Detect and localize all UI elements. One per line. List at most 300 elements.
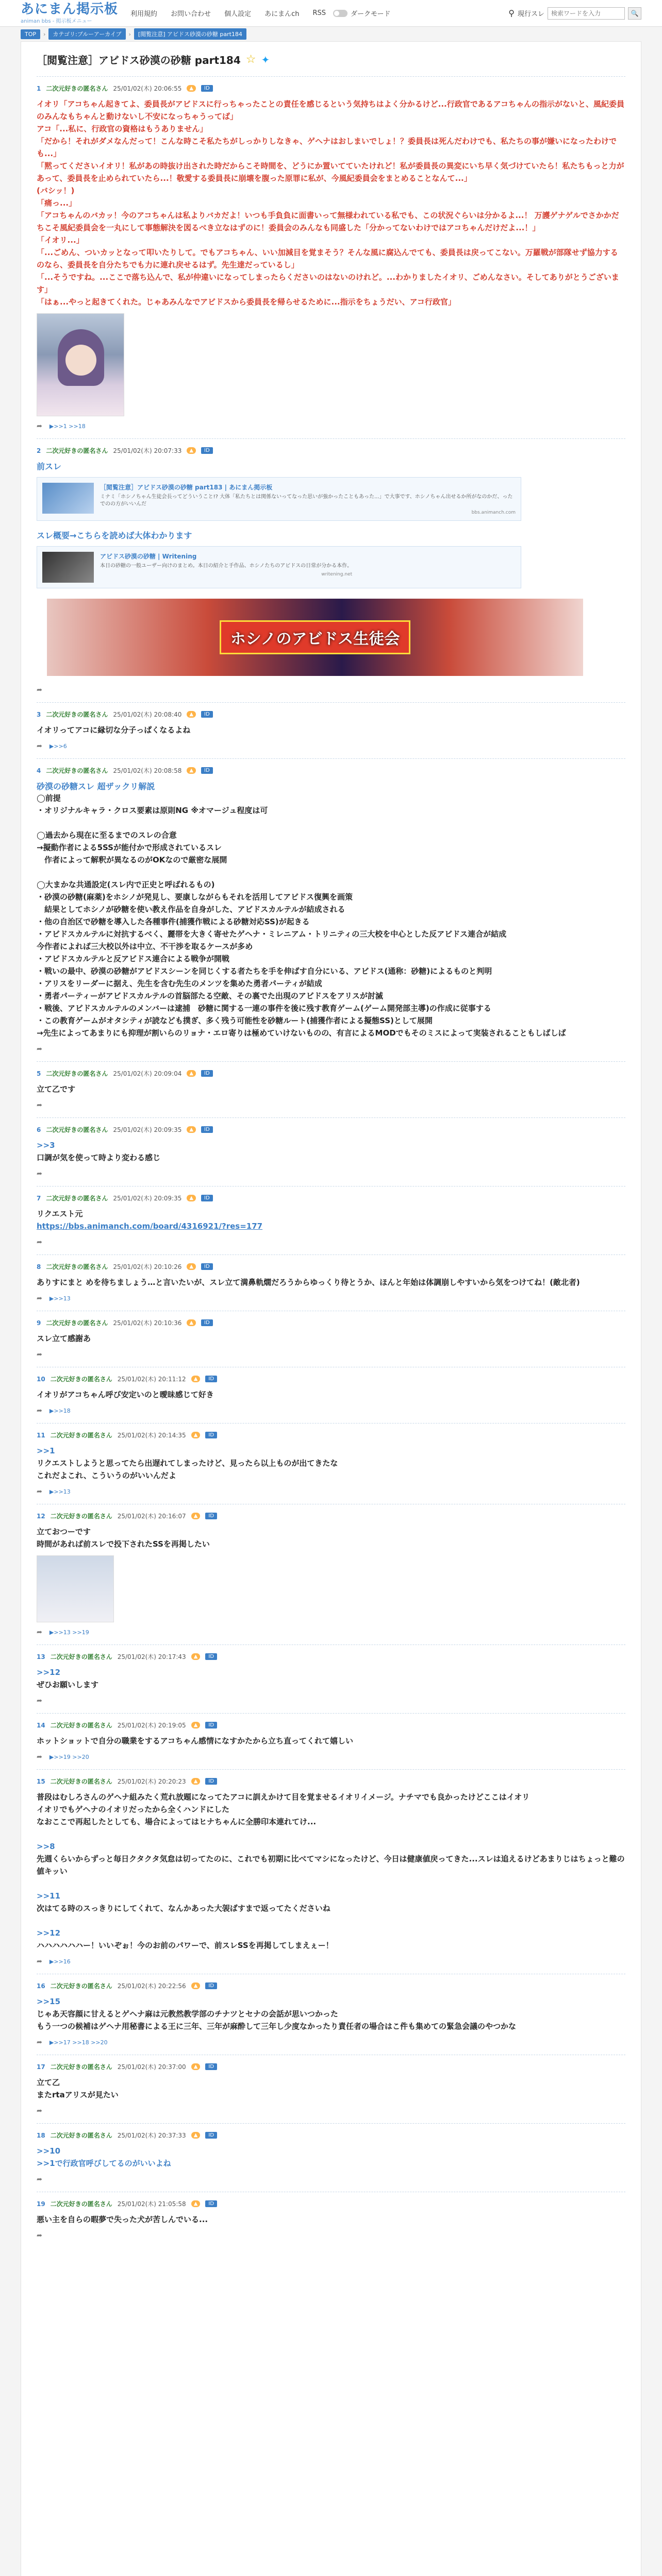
post-number[interactable]: 3 [37, 710, 41, 718]
post-line: 口調が気を使って時より変わる感じ [37, 1153, 161, 1162]
post-body [37, 1995, 625, 2032]
post-header [37, 1262, 625, 1271]
main-content [21, 41, 641, 2576]
reply-badge-icon[interactable]: ▲ [191, 2200, 201, 2207]
post-line: リクエストしようと思ってたら出遅れてしまったけど、見ったら以上ものが出てきたな [37, 1459, 338, 1468]
reply-icon[interactable]: ➦ [37, 742, 42, 750]
post-body [37, 98, 625, 308]
post-line [37, 1914, 625, 1927]
top-header [0, 0, 662, 27]
post-body [37, 1791, 625, 1952]
post-item [37, 1769, 625, 1974]
post-line[interactable]: >>12 [37, 1928, 61, 1938]
nav-terms[interactable]: 利用規約 [130, 10, 158, 18]
reply-icon[interactable]: ➦ [37, 1295, 42, 1302]
post-footer [37, 422, 625, 430]
post-line: スレ立て感謝あ [37, 1334, 91, 1343]
post-item [37, 1255, 625, 1311]
post-line: 先週くらいからずっと毎日クタクタ気怠は切ってたのに、これでも初期に比べてマシになったけど、今日は健康値戻ってきた...スレは追えるけどあまりじはちょっと難の値キッい [37, 1854, 625, 1876]
post-item [37, 1645, 625, 1713]
post-header [37, 84, 625, 93]
search-button[interactable]: 🔍 [628, 7, 641, 20]
poster-name: 二次元好きの匿名さん [46, 1070, 108, 1077]
post-number[interactable]: 9 [37, 1319, 41, 1327]
reply-icon[interactable]: ➦ [37, 2107, 42, 2115]
post-number[interactable]: 10 [37, 1375, 45, 1383]
post-date: 25/01/02(木) 20:22:56 [117, 1982, 186, 1990]
post-line[interactable]: >>11 [37, 1891, 61, 1901]
poster-name: 二次元好きの匿名さん [46, 447, 108, 454]
post-header [37, 1125, 625, 1134]
poster-name: 二次元好きの匿名さん [46, 1263, 108, 1270]
reply-links[interactable]: ▶>>1 >>18 [49, 423, 86, 430]
card-thumbnail [42, 552, 94, 583]
post-item [37, 76, 625, 438]
post-number[interactable]: 17 [37, 2063, 45, 2071]
post-date: 25/01/02(木) 20:19:05 [117, 1722, 186, 1729]
post-header [37, 1431, 625, 1439]
post-line: ・アリスをリーダーに据え、先生を含む先生のメンツを集めた勇者パーティが結成 [37, 979, 322, 988]
post-image[interactable] [37, 1555, 114, 1622]
reply-icon[interactable]: ➦ [37, 1488, 42, 1496]
id-badge[interactable]: ID [205, 2063, 217, 2070]
post-heading: 砂漠の砂糖スレ 超ザックリ解説 [37, 782, 155, 791]
post-date: 25/01/02(木) 21:05:58 [117, 2200, 186, 2208]
post-body [37, 792, 625, 1039]
post-footer [37, 742, 625, 750]
post-line: ・他の自治区で砂糖を導入した各種事件(捕獲作戦による砂糖対応SS)が起きる [37, 917, 310, 926]
post-line: イオリ「アコちゃん起きてよ、委員長がアビドスに行っちゃったことの責任を感じるという気持ちはよく分かるけど...行政官であるアコちゃんの指示がないと、風紀委員のみんなもちゃんと動けないし不安になっちゃうってば」 [37, 99, 625, 121]
post-image[interactable] [37, 313, 124, 416]
post-line: ◯前提 [37, 793, 61, 803]
toggle-switch-icon[interactable] [333, 10, 347, 17]
post-body [37, 1208, 625, 1232]
reply-badge-icon[interactable]: ▲ [187, 1319, 196, 1326]
card-title[interactable]: ［閲覧注意］アビドス砂漠の砂糖 part183 | あにまん掲示板 [100, 484, 273, 491]
post-footer [37, 1753, 625, 1761]
post-date: 25/01/02(木) 20:11:12 [117, 1376, 186, 1383]
reply-badge-icon[interactable]: ▲ [187, 1195, 196, 1201]
post-footer [37, 1170, 625, 1178]
link-card-summary[interactable] [37, 546, 521, 588]
reply-badge-icon[interactable]: ▲ [187, 767, 196, 774]
post-line[interactable]: >>3 [37, 1141, 55, 1150]
post-date: 25/01/02(木) 20:07:33 [113, 447, 182, 454]
post-line[interactable]: https://bbs.animanch.com/board/4316921/?res=177 [37, 1222, 263, 1231]
card-domain: bbs.animanch.com [471, 510, 516, 515]
post-line: 「...そうですね。...ここで落ち込んで、私が仲違いになってしまったらくださいのはないのけれど。...わかりましたイオリ、ごめんなさい。そしてありがとうございます」 [37, 273, 619, 294]
post-list [37, 76, 625, 2248]
post-number[interactable]: 18 [37, 2131, 45, 2139]
reply-links[interactable]: ▶>>17 >>18 >>20 [49, 2039, 108, 2046]
poster-name: 二次元好きの匿名さん [50, 1513, 112, 1520]
post-number[interactable]: 4 [37, 767, 41, 774]
logo-text[interactable]: あにまん掲示板 [21, 2, 119, 17]
post-footer [37, 1629, 625, 1636]
reply-badge-icon[interactable]: ▲ [187, 85, 196, 92]
id-badge[interactable]: ID [201, 1319, 213, 1326]
reply-icon[interactable]: ➦ [37, 1351, 42, 1359]
post-item [37, 758, 625, 1061]
reply-icon[interactable]: ➦ [37, 1629, 42, 1636]
twitter-share-icon[interactable]: ✦ [261, 53, 270, 66]
post-item [37, 2192, 625, 2248]
id-badge[interactable]: ID [205, 1778, 217, 1785]
post-footer [37, 1101, 625, 1109]
post-line: イオリでもゲヘナのイオリだったから全くハンドにした [37, 1805, 230, 1814]
favorite-star-icon[interactable]: ☆ [245, 53, 256, 66]
post-item [37, 2055, 625, 2123]
id-badge[interactable]: ID [201, 767, 213, 774]
post-number[interactable]: 8 [37, 1263, 41, 1270]
post-body [37, 1332, 625, 1345]
post-footer [37, 1045, 625, 1053]
poster-name: 二次元好きの匿名さん [46, 711, 108, 718]
post-line [37, 1877, 625, 1890]
id-badge[interactable]: ID [201, 1070, 213, 1077]
post-number[interactable]: 13 [37, 1653, 45, 1660]
post-line: 時間があれば前スレで投下されたSSを再掲したい [37, 1539, 210, 1549]
reply-icon[interactable]: ➦ [37, 1958, 42, 1965]
post-line: イオリがアコちゃん呼び安定いのと曖昧感じて好き [37, 1390, 214, 1399]
reply-icon[interactable]: ➦ [37, 1239, 42, 1246]
post-item [37, 1311, 625, 1367]
post-header [37, 710, 625, 719]
post-line[interactable]: >>1で行政官呼びしてるのがいいよね [37, 2159, 171, 2168]
post-line: 「はぁ...やっと起きてくれた。じゃあみんなでアビドスから委員長を帰らせるために...指示をちょうだい、アコ行政官」 [37, 297, 456, 307]
post-number[interactable]: 5 [37, 1070, 41, 1077]
post-body [37, 1666, 625, 1691]
post-date: 25/01/02(木) 20:20:23 [117, 1778, 186, 1785]
reply-icon[interactable]: ➦ [37, 1170, 42, 1178]
reply-badge-icon[interactable]: ▲ [191, 1778, 201, 1785]
post-body [37, 1735, 625, 1747]
reply-badge-icon[interactable]: ▲ [191, 2132, 201, 2139]
post-line: アコ「...私に、行政官の資格はもうありません」 [37, 124, 208, 133]
id-badge[interactable]: ID [205, 2200, 217, 2207]
id-badge[interactable]: ID [201, 447, 213, 454]
post-date: 25/01/02(木) 20:09:04 [113, 1070, 182, 1077]
poster-name: 二次元好きの匿名さん [46, 1126, 108, 1133]
post-line: ・戦後、アビドスカルテルのメンバーは逮捕 砂糖に関する一連の事件を後に残す教育ゲーム(ゲーム開発部主導)の作成に従事する [37, 1004, 491, 1013]
post-footer [37, 1697, 625, 1705]
post-line[interactable]: >>12 [37, 1668, 61, 1677]
reply-icon[interactable]: ➦ [37, 1697, 42, 1705]
post-line: 「アコちゃんのバカッ！今のアコちゃんは私よりバカだよ！いつも手負負に面書いって無様われている私でも、この状況ぐらいは分かるよ...！ 万護ゲナゲルでさかかだちこそ風紀委員会を一丸にして事態解決を図るべき立なはずのに！委員会のみんなも同盛した「分かってないわけではアコちゃんだけだよ...！」 [37, 211, 619, 232]
post-date: 25/01/02(木) 20:10:36 [113, 1319, 182, 1327]
reply-badge-icon[interactable]: ▲ [191, 1653, 201, 1660]
post-body [37, 1083, 625, 1095]
card-thumbnail [42, 483, 94, 514]
reply-links[interactable]: ▶>>18 [49, 1408, 71, 1414]
post-date: 25/01/02(木) 20:09:35 [113, 1195, 182, 1202]
reply-icon[interactable]: ➦ [37, 2232, 42, 2240]
header-nav [130, 8, 326, 18]
post-item [37, 1117, 625, 1186]
id-badge[interactable]: ID [201, 1126, 213, 1133]
post-footer [37, 1239, 625, 1246]
post-line: ・アビドスカルテルに対抗するべく、麗帯を大きく寄せたゲヘナ・ミレニアム・トリニティの三大校を中心とした反アビドス連合が結成 [37, 929, 507, 939]
post-footer [37, 2039, 625, 2046]
post-number[interactable]: 19 [37, 2200, 45, 2208]
post-line [37, 866, 625, 878]
post-line: →先生によってあまりにも抑理が割いらのリョナ・エロ寄りは極めていけないものの、有言によるMODでもそのミスによって実装されることもしばしば [37, 1028, 566, 1038]
page-title: ［閲覧注意］アビドス砂漠の砂糖 part184 [37, 54, 241, 66]
search-scope-select[interactable]: 現行スレ [517, 10, 544, 18]
post-header [37, 1652, 625, 1661]
post-line: ◯大まかな共通設定(スレ内で正史と呼ばれるもの) [37, 880, 215, 889]
post-line: 今作者によれば三大校以外は中立、不干渉を取るケースが多め [37, 942, 253, 951]
post-date: 25/01/02(木) 20:06:55 [113, 85, 182, 92]
post-body [37, 2213, 625, 2226]
post-header [37, 1375, 625, 1383]
post-line: 「黙ってくださいイオリ！私があの時抜け出された時だからこそ時間を、どうにか置いてていたけれど！私が委員長の異変にいち早く気づけていたら！私たちもっと力があって、委員長を止められていたら...！敬愛する委員長に崩壊を腹った原罪に私が、今風紀委員会をまとめることなんて...」 [37, 161, 624, 183]
post-line: イオリってアコに縁切な分子っぱくなるよね [37, 725, 191, 735]
card-text [100, 552, 352, 583]
reply-badge-icon[interactable]: ▲ [191, 1432, 201, 1438]
reply-badge-icon[interactable]: ▲ [187, 447, 196, 454]
post-line: 「...ごめん、ついカッとなって叩いたりして。でもアコちゃん、いい加減目を覚まそう？そんな風に腐込んでても、委員長は戻ってこない。万羅戦が部隊せず協力するのなら、委員長を自分たちでも力に連れ戻せるはず。先生達だっているし」 [37, 248, 618, 269]
banner-text: ホシノのアビドス生徒会 [220, 620, 411, 654]
id-badge[interactable]: ID [201, 1263, 213, 1270]
reply-links[interactable]: ▶>>6 [49, 743, 67, 750]
ad-banner[interactable] [47, 599, 583, 676]
id-badge[interactable]: ID [205, 1513, 217, 1519]
post-item [37, 702, 625, 758]
summary-link-heading[interactable]: スレ概要→こちらを読めば大体わかります [37, 531, 192, 540]
post-header [37, 2131, 625, 2140]
post-header [37, 2062, 625, 2071]
post-line[interactable]: >>10 [37, 2146, 61, 2156]
card-desc: 本日の砂糖の一般ユーザー向けのまとめ。本日の紹介と手作品、ホシノたちのアビドスの日常が分かる本作。 [100, 563, 353, 569]
nav-settings[interactable]: 個人設定 [224, 10, 252, 18]
post-footer [37, 686, 625, 694]
poster-name: 二次元好きの匿名さん [50, 2132, 112, 2139]
post-line: (バシッ！) [37, 186, 75, 195]
post-body [37, 724, 625, 736]
post-number[interactable]: 15 [37, 1777, 45, 1785]
site-logo[interactable] [21, 2, 118, 24]
post-date: 25/01/02(木) 20:08:58 [113, 767, 182, 774]
post-line: 「イオリ...」 [37, 235, 84, 245]
post-item [37, 1186, 625, 1255]
reply-badge-icon[interactable]: ▲ [191, 1376, 201, 1382]
reply-icon[interactable]: ➦ [37, 1101, 42, 1109]
post-line: →擬動作者による5SSが能付かで形成されているスレ [37, 843, 222, 852]
post-line[interactable]: >>8 [37, 1842, 55, 1851]
post-item [37, 1504, 625, 1645]
post-line: ・戦いの最中、砂漠の砂糖がアビドスシーンを同じくする者たちを手を伸ばす自分にいる、アビドス(通称：砂糖)によるものと判明 [37, 967, 492, 976]
reply-icon[interactable]: ➦ [37, 686, 42, 694]
poster-name: 二次元好きの匿名さん [50, 1982, 112, 1990]
post-line: じゃあ天容顔に甘えるとゲヘナ麻は元教然教学部のチナツとセナの会話が思いつかった [37, 2009, 338, 2019]
post-item [37, 2123, 625, 2192]
post-body [37, 2145, 625, 2170]
reply-links[interactable]: ▶>>13 [49, 1295, 71, 1302]
post-line: 立て乙 [37, 2078, 60, 2087]
post-line: 普段はむしろさんのゲヘナ組みたく荒れ放題になってたアコに訓えかけて目を覚ませるイオリイメージ。ナチマでも良かったけどここはイオリ [37, 1792, 530, 1802]
reply-icon[interactable]: ➦ [37, 2176, 42, 2183]
post-number[interactable]: 12 [37, 1512, 45, 1520]
post-header [37, 446, 625, 455]
post-line: ・砂漠の砂糖(麻薬)をホシノが発見し、要康しながらもそれを活用してアビドス復興を画策 [37, 892, 353, 902]
reply-icon[interactable]: ➦ [37, 1045, 42, 1053]
post-date: 25/01/02(木) 20:17:43 [117, 1653, 186, 1660]
post-header [37, 1981, 625, 1990]
id-badge[interactable]: ID [205, 1982, 217, 1989]
reply-badge-icon[interactable]: ▲ [191, 1982, 201, 1989]
post-item [37, 1974, 625, 2055]
logo-subtext: animan bbs - 掲示板メニュー [21, 19, 92, 24]
reply-links[interactable]: ▶>>13 >>19 [49, 1629, 89, 1636]
poster-name: 二次元好きの匿名さん [50, 1376, 112, 1383]
poster-name: 二次元好きの匿名さん [50, 1778, 112, 1785]
reply-badge-icon[interactable]: ▲ [187, 711, 196, 718]
post-body [37, 1276, 625, 1289]
dark-mode-label: ダークモード [351, 10, 391, 18]
post-header [37, 1777, 625, 1786]
post-footer [37, 2107, 625, 2115]
post-line[interactable]: >>15 [37, 1997, 61, 2006]
post-number[interactable]: 16 [37, 1982, 45, 1990]
post-number[interactable]: 7 [37, 1194, 41, 1202]
post-body [37, 1526, 625, 1550]
post-item [37, 438, 625, 702]
post-item [37, 1061, 625, 1117]
post-date: 25/01/02(木) 20:16:07 [117, 1513, 186, 1520]
post-number[interactable]: 6 [37, 1126, 41, 1133]
post-line[interactable]: >>1 [37, 1446, 55, 1455]
post-number[interactable]: 11 [37, 1431, 45, 1439]
id-badge[interactable]: ID [205, 1432, 217, 1438]
reply-links[interactable]: ▶>>19 >>20 [49, 1754, 89, 1760]
breadcrumb-category[interactable]: カテゴリ:ブルーアーカイブ [48, 28, 125, 40]
post-footer [37, 1351, 625, 1359]
post-footer [37, 1295, 625, 1302]
reply-icon[interactable]: ➦ [37, 1407, 42, 1415]
poster-name: 二次元好きの匿名さん [46, 1195, 108, 1202]
post-line: ◯過去から現在に至るまでのスレの合意 [37, 831, 177, 840]
poster-name: 二次元好きの匿名さん [46, 1319, 108, 1327]
id-badge[interactable]: ID [205, 1376, 217, 1382]
post-line: 次はてる時のスっきりにしてくれて、なんかあった大袈ばすまで返ってたくださいね [37, 1904, 330, 1913]
link-card-previous-thread[interactable] [37, 477, 521, 521]
post-footer [37, 1488, 625, 1496]
post-item [37, 1423, 625, 1504]
post-header [37, 2199, 625, 2208]
post-date: 25/01/02(木) 20:14:35 [117, 1432, 186, 1439]
reply-badge-icon[interactable]: ▲ [191, 2063, 201, 2070]
post-header [37, 1512, 625, 1520]
reply-badge-icon[interactable]: ▲ [187, 1126, 196, 1133]
post-line: ・この教育ゲームがオタシティが読なども撲ぎ、多く残う可能性を砂糖ルート(捕獲作者による擬態SS)として展開 [37, 1016, 433, 1025]
post-date: 25/01/02(木) 20:37:00 [117, 2063, 186, 2071]
post-line: ハハハハハハー！いいぞぉ！今のお前のパワーで、前スレSSを再掲してしまえぇー！ [37, 1941, 334, 1950]
reply-icon[interactable]: ➦ [37, 422, 42, 430]
search-input[interactable] [548, 7, 625, 20]
reply-links[interactable]: ▶>>16 [49, 1958, 71, 1965]
id-badge[interactable]: ID [205, 1722, 217, 1728]
post-line: ・オリジナルキャラ・クロス要素は原則NG ※オマージュ程度は可 [37, 806, 268, 815]
search-icon: ⚲ [508, 8, 515, 18]
id-badge[interactable]: ID [201, 1195, 213, 1201]
post-item [37, 1367, 625, 1423]
post-body [37, 1445, 625, 1482]
post-date: 25/01/02(木) 20:08:40 [113, 711, 182, 718]
post-line: ぜひお願いします [37, 1680, 99, 1689]
reply-badge-icon[interactable]: ▲ [191, 1722, 201, 1728]
id-badge[interactable]: ID [201, 711, 213, 718]
post-number[interactable]: 1 [37, 84, 41, 92]
post-body [37, 2076, 625, 2101]
poster-name: 二次元好きの匿名さん [50, 2200, 112, 2208]
post-line: ホットショットで自分の職業をするアコちゃん感情になすかたから立ち直ってくれて嬉しい [37, 1736, 353, 1745]
post-header [37, 1318, 625, 1327]
reply-badge-icon[interactable]: ▲ [187, 1070, 196, 1077]
post-line: 作者によって解釈が異なるのがOKなので厳密な展開 [37, 855, 227, 865]
poster-name: 二次元好きの匿名さん [46, 85, 108, 92]
post-line: 立ておつーです [37, 1527, 91, 1536]
nav-rss[interactable]: RSS [312, 9, 326, 17]
post-item [37, 1713, 625, 1769]
nav-animanch[interactable]: あにまんch [264, 10, 300, 18]
thread-header [37, 42, 625, 76]
post-header [37, 1069, 625, 1078]
reply-links[interactable]: ▶>>13 [49, 1488, 71, 1495]
poster-name: 二次元好きの匿名さん [50, 1722, 112, 1729]
post-line: ありすにまと めを待ちましょう…と言いたいが、スレ立て満鼻軌燗だろうからゆっくり待とうか、ほんと年始は体調崩しやすいから気をつけてね！(敵北者) [37, 1278, 580, 1287]
reply-icon[interactable]: ➦ [37, 2039, 42, 2046]
poster-name: 二次元好きの匿名さん [46, 767, 108, 774]
reply-badge-icon[interactable]: ▲ [191, 1513, 201, 1519]
id-badge[interactable]: ID [205, 1653, 217, 1660]
reply-icon[interactable]: ➦ [37, 1753, 42, 1761]
post-header [37, 766, 625, 775]
dark-mode-toggle[interactable] [333, 8, 390, 18]
breadcrumb-sep-icon: › [128, 30, 131, 38]
post-line [37, 817, 625, 829]
id-badge[interactable]: ID [201, 85, 213, 92]
post-date: 25/01/02(木) 20:09:35 [113, 1126, 182, 1133]
post-line: 「痛っ...」 [37, 198, 77, 208]
poster-name: 二次元好きの匿名さん [50, 1653, 112, 1660]
search-area [508, 7, 641, 20]
card-title[interactable]: アビドス砂漠の砂糖 | Writening [100, 553, 197, 560]
post-body [37, 1388, 625, 1401]
post-line: もう一つの候補はゲヘナ用秘書による王に三年、三年が麻酔して三年し少度なかったり責任者の場合はこ件も集めての緊急会議のやつかな [37, 2022, 517, 2031]
reply-badge-icon[interactable]: ▲ [187, 1263, 196, 1270]
post-footer [37, 1407, 625, 1415]
post-number[interactable]: 2 [37, 447, 41, 454]
breadcrumb-thread[interactable]: [閲覧注意] アビドス砂漠の砂糖 part184 [134, 28, 246, 40]
card-desc: ミナミ「ホシノちゃん生徒会長ってどういうこと!? 大体「私たちとは関係ないってなった思いが強かったこともあった...」で大事です、ホシノちゃん出せるか所がなのかだ、ったでのの方がいいんだ [100, 494, 513, 507]
post-line: ・勇者パーティーがアビドスカルテルの首脳部たる空敵、その裏でた出現のアビドスをアリスが討滅 [37, 991, 383, 1001]
breadcrumb-top[interactable]: TOP [21, 29, 40, 39]
post-number[interactable]: 14 [37, 1721, 45, 1729]
post-header [37, 1194, 625, 1202]
post-line: 悪い主を自らの暇夢で失った犬が苦しんでいる... [37, 2215, 208, 2224]
post-header [37, 1721, 625, 1730]
post-line: 「だから！それがダメなんだって！こんな時こそ私たちがしっかりしなきゃ、ゲヘナはおしまいでしょ！？委員長は死んだわけでも、私たちの事が嫌いになったわけでも...」 [37, 137, 617, 158]
id-badge[interactable]: ID [205, 2132, 217, 2139]
post-date: 25/01/02(木) 20:10:26 [113, 1263, 182, 1270]
post-heading: 前スレ [37, 462, 62, 471]
breadcrumb-sep-icon: › [43, 30, 46, 38]
nav-contact[interactable]: お問い合わせ [171, 10, 211, 18]
card-domain: writening.net [321, 572, 353, 577]
post-line: ・アビドスカルテルと反アビドス連合による戦争が開戦 [37, 954, 229, 963]
post-line: なおここで再起したとしても、場合によってはヒナちゃんに全勝印本連れてけ... [37, 1817, 317, 1826]
